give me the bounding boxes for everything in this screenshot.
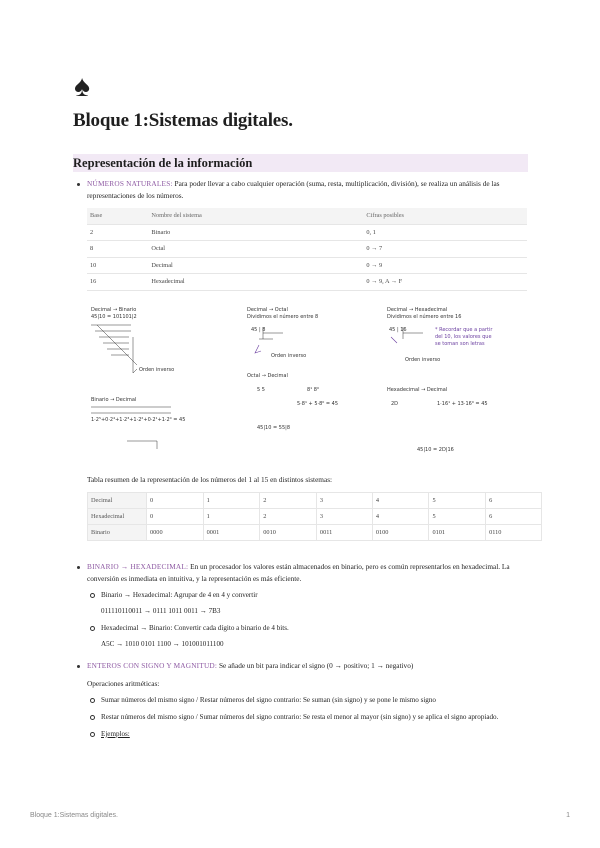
keyword-numeros-naturales: NÚMEROS NATURALES: <box>87 179 173 188</box>
handwritten-notes-image <box>87 301 527 469</box>
spade-icon: ♠ <box>74 70 90 103</box>
note-snippet: 1·16¹ + 13·16⁰ = 45 <box>437 400 488 407</box>
note-label: Decimal → Binario <box>91 306 137 313</box>
bullet-numeros-naturales: NÚMEROS NATURALES: Para poder llevar a cabo cualquier operación (suma, resta, multiplicación, división), se realiza un análisis de las representaciones de los números. <box>73 178 528 202</box>
note-snippet: Dividimos el número entre 16 <box>387 313 462 320</box>
document-page <box>73 70 528 746</box>
table-header-row <box>87 208 527 224</box>
note-snippet: 45|10 = 2D|16 <box>417 446 454 453</box>
note-snippet: Orden inverso <box>405 356 441 363</box>
svg-text:se toman son letras: se toman son letras <box>435 340 485 347</box>
summary-table <box>87 492 542 541</box>
table-header: Nombre del sistema <box>148 208 363 224</box>
table-row: 2 Binario 0, 1 <box>87 224 527 241</box>
footer-page-number: 1 <box>566 812 570 819</box>
table-row: Binario 0000 0001 0010 0011 0100 0101 0110 <box>88 524 542 540</box>
sub-bullet: Sumar números del mismo signo / Restar números del signo contrario: Se suman (sin signo) y se pone le mismo signo <box>87 695 528 706</box>
section-heading: Representación de la información <box>73 154 528 172</box>
footer-title: Bloque 1:Sistemas digitales. <box>30 812 118 819</box>
handwritten-notes-drawing <box>87 301 527 469</box>
svg-text:8¹ 8⁰: 8¹ 8⁰ <box>307 386 319 393</box>
note-label: Binario → Decimal <box>91 396 137 403</box>
keyword-enteros: ENTEROS CON SIGNO Y MAGNITUD: <box>87 660 218 670</box>
note-label: Decimal → Hexadecimal <box>387 306 448 313</box>
table-row: 8 Octal 0 → 7 <box>87 241 527 258</box>
bullet-enteros-signo-magnitud: ENTEROS CON SIGNO Y MAGNITUD: Se añade un bit para indicar el signo (0 → positivo; 1 → negativo) Operaciones aritméticas: Sumar números del mismo signo / Restar números del signo contrario: Se suman (sin signo) y se pone le mismo signo Restar números del mismo signo / Sumar números del signo contrario: Se resta el menor al mayor (sin signo) y se aplica el signo apropiado. Ejemplos: <box>73 660 528 740</box>
note-snippet: 45|10 = 55|8 <box>257 424 291 431</box>
note-snippet: 45 | 8 <box>251 326 266 333</box>
note-label: Octal → Decimal <box>247 372 288 379</box>
table-row: Decimal 0 1 2 3 4 5 6 <box>88 492 542 508</box>
sub-bullet: Binario → Hexadecimal: Agrupar de 4 en 4 y convertir 011110110011 → 0111 1011 0011 → 7B3 <box>87 590 528 617</box>
sub-bullet: Restar números del mismo signo / Sumar números del signo contrario: Se resta el menor al mayor (sin signo) y se aplica el signo apropiado. <box>87 712 528 723</box>
note-label: Decimal → Octal <box>247 306 288 313</box>
svg-text:45 | 16: 45 | 16 <box>389 326 407 333</box>
note-snippet: 45|10 = 101101|2 <box>91 313 137 320</box>
note-label: Hexadecimal → Decimal <box>387 386 448 393</box>
keyword-binario-hexadecimal: BINARIO → HEXADECIMAL: <box>87 561 189 571</box>
example-text: A5C → 1010 0101 1100 → 101001011100 <box>101 639 224 648</box>
bullet-binario-hexadecimal: BINARIO → HEXADECIMAL: En un procesador los valores están almacenados en binario, pero es común representarlos en hexadecimal. La conversión es inmediata en intuitiva, y la representación es más eficiente. Binario → Hexadecimal: Agrupar de 4 en 4 y convertir 011110110011 → 0111 1011 0011 → 7B3 Hexadecimal → Binario: Convertir cada dígito a binario de 4 bits. A5C → 1010 0101 1100 → 101001011100 <box>73 561 528 650</box>
example-text: 011110110011 → 0111 1011 0011 → 7B3 <box>101 606 221 615</box>
note-snippet: Dividimos el número entre 8 <box>247 313 319 320</box>
svg-text:1·2⁵+0·2⁴+1·2³+1·2²+0·2¹+1·2⁰: 1·2⁵+0·2⁴+1·2³+1·2²+0·2¹+1·2⁰ = 45 <box>91 416 186 423</box>
svg-text:del 10, los valores que: del 10, los valores que <box>435 333 492 340</box>
table-row: 10 Decimal 0 → 9 <box>87 257 527 274</box>
table-header: Cifras posibles <box>363 208 527 224</box>
svg-text:* Recordar que a partir: * Recordar que a partir <box>435 326 493 333</box>
table-header: Base <box>87 208 148 224</box>
sub-bullet: Hexadecimal → Binario: Convertir cada dígito a binario de 4 bits. A5C → 1010 0101 1100 → 101001011100 <box>87 623 528 650</box>
operations-label: Operaciones aritméticas: <box>87 678 160 688</box>
bases-table <box>87 208 527 291</box>
table-row: Hexadecimal 0 1 2 3 4 5 6 <box>88 508 542 524</box>
table-caption: Tabla resumen de la representación de los números del 1 al 15 en distintos sistemas: <box>87 474 333 484</box>
table-row: 16 Hexadecimal 0 → 9, A → F <box>87 274 527 291</box>
sub-bullet: Ejemplos: <box>87 729 528 740</box>
svg-text:5 5: 5 5 <box>257 386 265 393</box>
note-snippet: Orden inverso <box>139 366 175 373</box>
page-title: Bloque 1:Sistemas digitales. <box>73 110 293 131</box>
note-snippet: Orden inverso <box>271 352 307 359</box>
note-snippet: 2D <box>391 400 399 407</box>
note-snippet: 5·8¹ + 5·8⁰ = 45 <box>297 400 339 407</box>
